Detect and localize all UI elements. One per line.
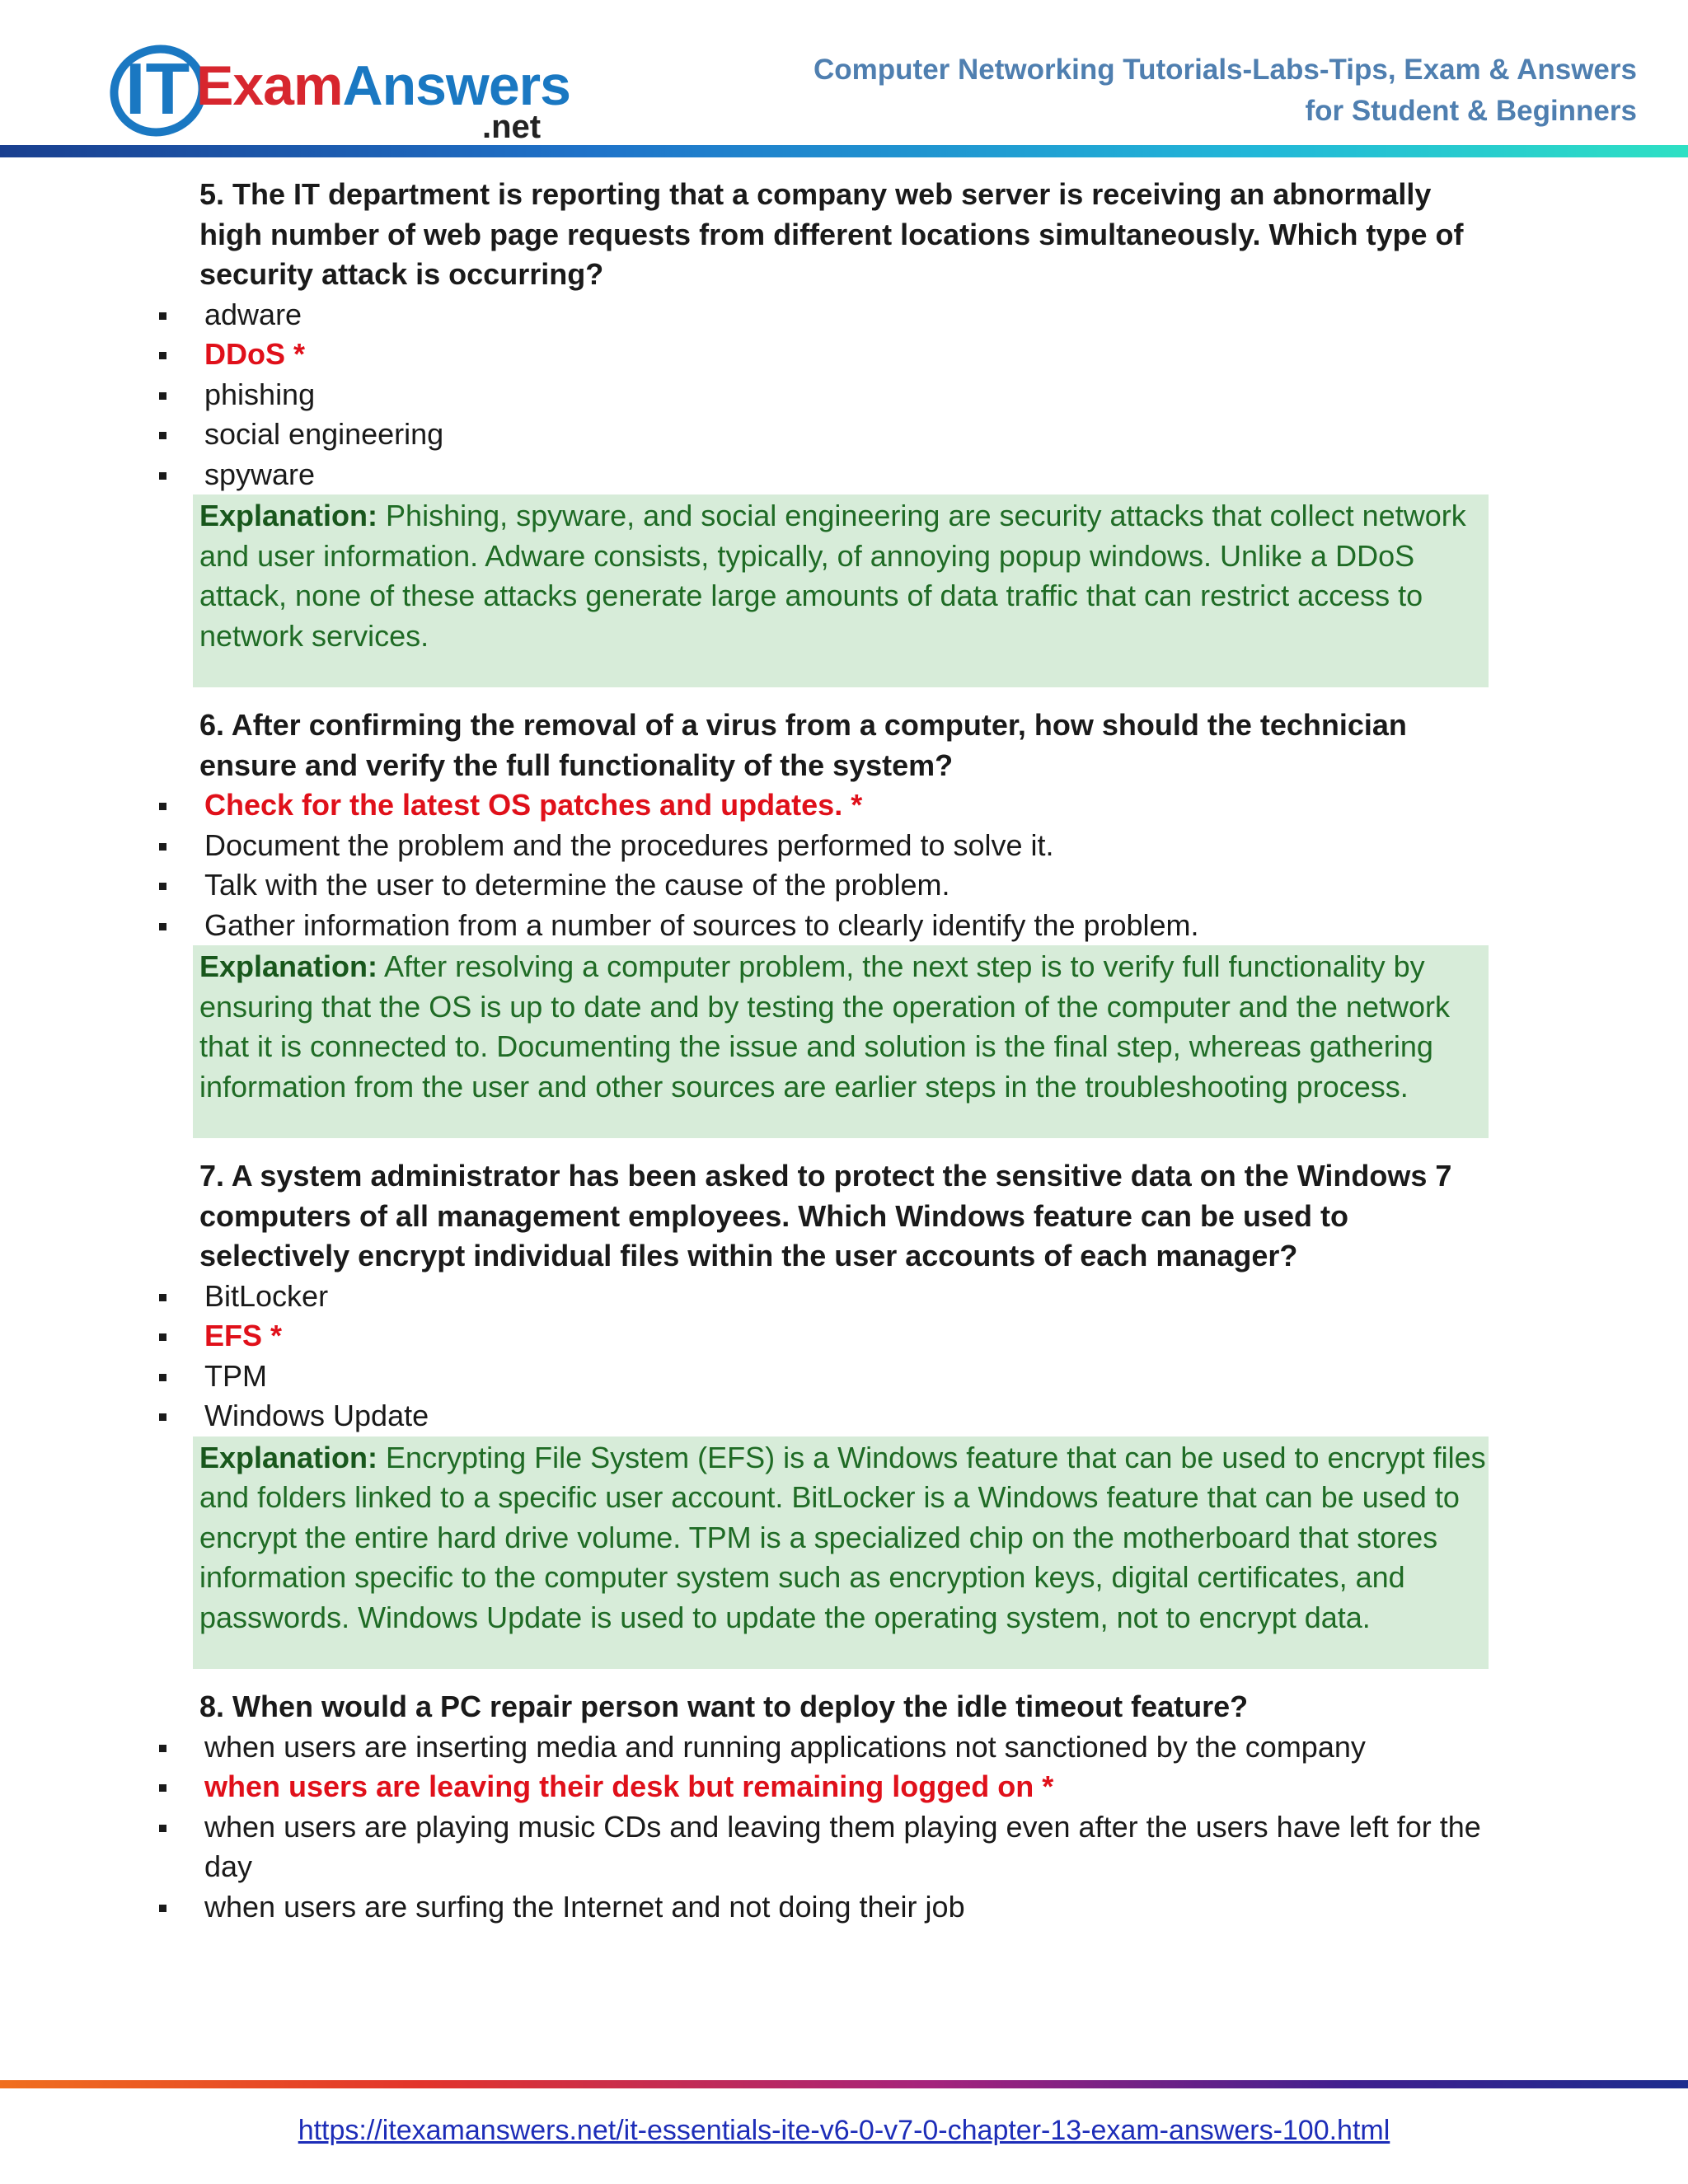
explanation-box-5 (193, 494, 1489, 687)
logo-it-text: IT (125, 48, 190, 129)
explanation-label: Explanation: (199, 1440, 378, 1474)
option-item: Windows Update (0, 1396, 1490, 1436)
option-item: when users are surfing the Internet and not doing their job (0, 1887, 1490, 1928)
option-item: phishing (0, 375, 1490, 415)
options-list-7 (0, 1277, 1688, 1436)
explanation-text: After resolving a computer problem, the next step is to verify full functionality by ensuring that the OS is up to date and by testing the operation of the computer and the network that it is connected to. Documenting the issue and solution is the final step, whereas gathering information from the user and other sources are earlier steps in the troubleshooting process. (199, 949, 1450, 1104)
options-list-5 (0, 295, 1688, 495)
option-item: TPM (0, 1357, 1490, 1397)
explanation-label: Explanation: (199, 949, 378, 983)
question-7: 7. A system administrator has been asked to protect the sensitive data on the Windows 7 computers of all management employees. Which Windows feature can be used to selectively encrypt individual files within the user accounts of each manager? (199, 1159, 1452, 1272)
option-item: Document the problem and the procedures performed to solve it. (0, 826, 1490, 866)
tagline-line-2: for Student & Beginners (1305, 95, 1637, 127)
option-item: Talk with the user to determine the cause of the problem. (0, 865, 1490, 906)
option-item: when users are playing music CDs and leaving them playing even after the users have left for the day (0, 1807, 1490, 1887)
options-list-8 (0, 1727, 1688, 1928)
option-item-correct: EFS * (0, 1316, 1490, 1357)
option-item: when users are inserting media and running applications not sanctioned by the company (0, 1727, 1490, 1768)
logo-answers: Answers (342, 54, 570, 117)
explanation-text: Encrypting File System (EFS) is a Windows feature that can be used to encrypt files and folders linked to a specific user account. BitLocker is a Windows feature that can be used to encrypt the entire hard drive volume. TPM is a specialized chip on the motherboard that stores information specific to the computer system such as encryption keys, digital certificates, and passwords. Windows Update is used to update the operating system, not to encrypt data. (199, 1440, 1486, 1634)
footer-divider (0, 2080, 1688, 2088)
tagline-line-1: Computer Networking Tutorials-Labs-Tips, Exam & Answers (814, 54, 1637, 86)
option-item: social engineering (0, 415, 1490, 455)
option-item-correct: when users are leaving their desk but remaining logged on * (0, 1767, 1490, 1807)
question-6: 6. After confirming the removal of a virus from a computer, how should the technician ensure and verify the full functionality of the system? (199, 708, 1407, 782)
explanation-box-6 (193, 945, 1489, 1138)
explanation-text: Phishing, spyware, and social engineering are security attacks that collect network and user information. Adware consists, typically, of annoying popup windows. Unlike a DDoS attack, none of these attacks generate large amounts of data traffic that can restrict access to network services. (199, 499, 1466, 653)
option-item-correct: DDoS * (0, 335, 1490, 375)
site-logo[interactable] (107, 33, 570, 145)
option-item: Gather information from a number of sources to clearly identify the problem. (0, 906, 1490, 946)
option-item: BitLocker (0, 1277, 1490, 1317)
header-divider (0, 145, 1688, 157)
logo-exam: Exam (196, 54, 343, 117)
option-item-correct: Check for the latest OS patches and updates. * (0, 785, 1490, 826)
question-5: 5. The IT department is reporting that a company web server is receiving an abnormally high number of web page requests from different locations simultaneously. Which type of security attack is occurring? (199, 177, 1464, 291)
question-8: 8. When would a PC repair person want to deploy the idle timeout feature? (199, 1690, 1249, 1723)
logo-wordmark (196, 54, 570, 117)
option-item: adware (0, 295, 1490, 335)
page-content (0, 175, 1688, 1927)
options-list-6 (0, 785, 1688, 945)
footer-source-link[interactable]: https://itexamanswers.net/it-essentials-ite-v6-0-v7-0-chapter-13-exam-answers-100.html (298, 2115, 1390, 2146)
option-item: spyware (0, 455, 1490, 495)
header-tagline (814, 49, 1637, 132)
logo-net: .net (482, 109, 542, 145)
explanation-box-7 (193, 1436, 1489, 1670)
explanation-label: Explanation: (199, 499, 378, 532)
